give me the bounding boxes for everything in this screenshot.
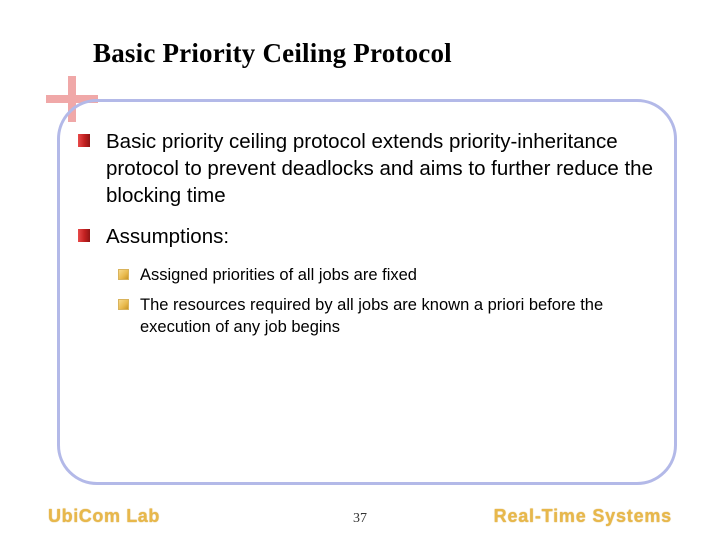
- list-item-text: Assumptions:: [106, 225, 230, 248]
- list-item-text: Basic priority ceiling protocol extends priority-inheritance protocol to prevent deadlocks and aims to further reduce the blocking time: [106, 130, 653, 207]
- bullet-list: [76, 128, 656, 346]
- list-item: [76, 294, 656, 338]
- list-item-text: Assigned priorities of all jobs are fixed: [140, 266, 417, 284]
- footer-lab-name: UbiCom Lab: [48, 506, 160, 526]
- bullet-marker-red-icon: [78, 229, 90, 242]
- list-item-text: The resources required by all jobs are known a priori before the execution of any job begins: [140, 296, 604, 336]
- page-number: 37: [353, 511, 367, 526]
- sub-bullet-list: [76, 264, 656, 338]
- page-title: Basic Priority Ceiling Protocol: [93, 38, 452, 68]
- list-item: [76, 128, 656, 209]
- bullet-marker-red-icon: [78, 134, 90, 147]
- bullet-marker-gold-icon: [118, 269, 129, 280]
- bullet-marker-gold-icon: [118, 299, 129, 310]
- footer-course-name: Real-Time Systems: [493, 506, 672, 526]
- list-item: [76, 223, 656, 250]
- list-item: [76, 264, 656, 286]
